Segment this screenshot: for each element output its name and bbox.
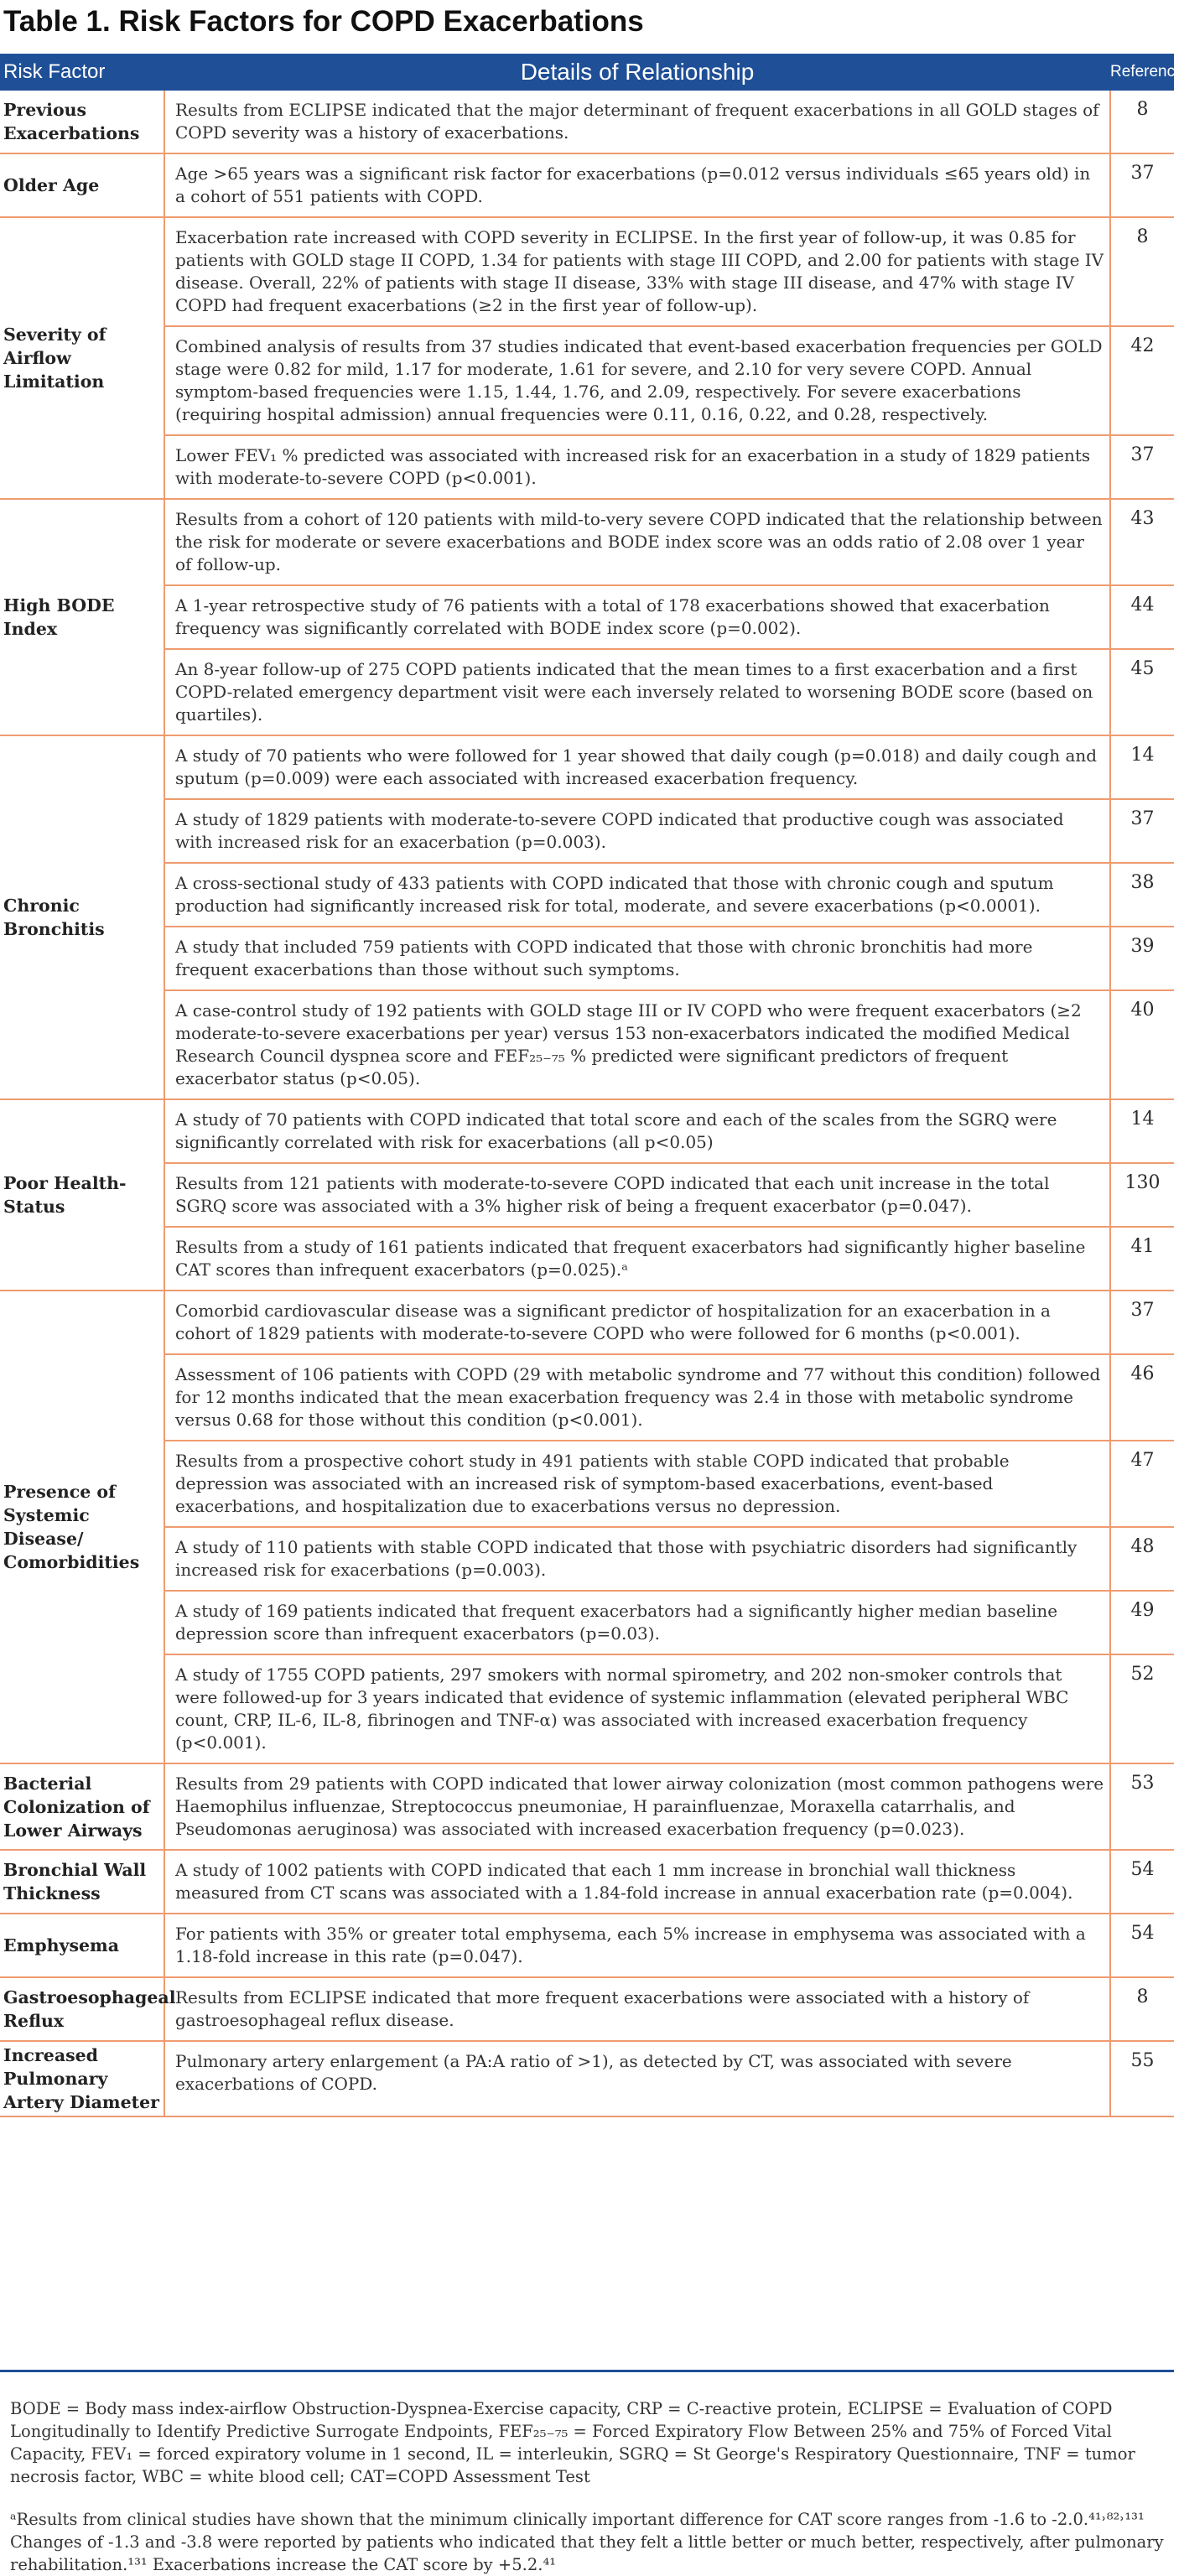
table-row (0, 1527, 1174, 1591)
reference-cell: 8 (1110, 1977, 1174, 2041)
risk-factor-cell: Emphysema (0, 1914, 164, 1977)
table-row (0, 435, 1174, 499)
reference-cell: 37 (1110, 799, 1174, 863)
abbreviations-note: BODE = Body mass index-airflow Obstruction-Dyspnea-Exercise capacity, CRP = C-reactive protein, ECLIPSE = Evaluation of COPD Longitudinally to Identify Predictive Surrogate Endpoints, FEF₂₅₋₇₅ = Forced Expiratory Flow Between 25% and 75% of Forced Vital Capacity, FEV₁ = forced expiratory volume in 1 second, IL = interleukin, SGRQ = St George's Respiratory Questionnaire, TNF = tumor necrosis factor, WBC = white blood cell; CAT=COPD Assessment Test (10, 2399, 1135, 2486)
reference-cell: 37 (1110, 153, 1174, 217)
reference-cell: 41 (1110, 1227, 1174, 1291)
detail-cell: A case-control study of 192 patients with GOLD stage III or IV COPD who were frequent exacerbators (≥2 moderate-to-severe exacerbations per year) versus 153 non-exacerbators indicated the modified Medical Research Council dyspnea score and FEF₂₅₋₇₅ % predicted were significant predictors of frequent exacerbator status (p<0.05). (164, 990, 1110, 1099)
reference-cell: 48 (1110, 1527, 1174, 1591)
table-row (0, 799, 1174, 863)
risk-factor-cell: Bacterial Colonization of Lower Airways (0, 1763, 164, 1850)
detail-cell: Exacerbation rate increased with COPD severity in ECLIPSE. In the first year of follow-up, it was 0.85 for patients with GOLD stage II COPD, 1.34 for patients with stage III COPD, and 2.00 for patients with stage IV disease. Overall, 22% of patients with stage II disease, 33% with stage III disease, and 47% with stage IV COPD had frequent exacerbations (≥2 in the first year of follow-up). (164, 217, 1110, 326)
reference-cell: 54 (1110, 1914, 1174, 1977)
table-row (0, 863, 1174, 927)
table-row (0, 2041, 1174, 2116)
risk-factor-cell: Increased Pulmonary Artery Diameter (0, 2041, 164, 2116)
reference-cell: 49 (1110, 1591, 1174, 1654)
risk-factor-cell: Severity of Airflow Limitation (0, 217, 164, 499)
reference-cell: 53 (1110, 1763, 1174, 1850)
detail-cell: A study of 1755 COPD patients, 297 smokers with normal spirometry, and 202 non-smoker controls that were followed-up for 3 years indicated that evidence of systemic inflammation (elevated peripheral WBC count, CRP, IL-6, IL-8, fibrinogen and TNF-α) was associated with increased exacerbation frequency (p<0.001). (164, 1654, 1110, 1763)
column-header-risk-factor: Risk Factor (0, 54, 164, 91)
column-header-details: Details of Relationship (164, 54, 1110, 91)
reference-cell: 47 (1110, 1441, 1174, 1527)
table-row (0, 1099, 1174, 1163)
detail-cell: For patients with 35% or greater total emphysema, each 5% increase in emphysema was associated with a 1.18-fold increase in this rate (p=0.047). (164, 1914, 1110, 1977)
table-row (0, 927, 1174, 990)
detail-cell: A study of 1829 patients with moderate-to-severe COPD indicated that productive cough was associated with increased risk for an exacerbation (p=0.003). (164, 799, 1110, 863)
table-row (0, 91, 1174, 153)
table-row (0, 990, 1174, 1099)
reference-cell: 45 (1110, 649, 1174, 735)
reference-cell: 8 (1110, 91, 1174, 153)
detail-cell: Results from 29 patients with COPD indicated that lower airway colonization (most common pathogens were Haemophilus influenzae, Streptococcus pneumoniae, H parainfluenzae, Moraxella catarrhalis, and Pseudomonas aeruginosa) was associated with increased exacerbation frequency (p=0.023). (164, 1763, 1110, 1850)
detail-cell: Results from a prospective cohort study in 491 patients with stable COPD indicated that probable depression was associated with an increased risk of symptom-based exacerbations, event-based exacerbations, and hospitalization due to exacerbations versus no depression. (164, 1441, 1110, 1527)
reference-cell: 55 (1110, 2041, 1174, 2116)
table-row (0, 1850, 1174, 1914)
detail-cell: Results from ECLIPSE indicated that the major determinant of frequent exacerbations in all GOLD stages of COPD severity was a history of exacerbations. (164, 91, 1110, 153)
reference-cell: 38 (1110, 863, 1174, 927)
table-row (0, 735, 1174, 799)
table-row (0, 153, 1174, 217)
detail-cell: Results from a study of 161 patients indicated that frequent exacerbators had significantly higher baseline CAT scores than infrequent exacerbators (p=0.025).ᵃ (164, 1227, 1110, 1291)
detail-cell: Results from ECLIPSE indicated that more frequent exacerbations were associated with a history of gastroesophageal reflux disease. (164, 1977, 1110, 2041)
risk-factor-cell: Gastroesophageal Reflux (0, 1977, 164, 2041)
footnote-a: ᵃResults from clinical studies have shown that the minimum clinically important difference for CAT score ranges from -1.6 to -2.0.⁴¹˒⁸²˒¹³¹ Changes of -1.3 and -3.8 were reported by patients who indicated that they felt a little better or much better, respectively, after pulmonary rehabilitation.¹³¹ Exacerbations increase the CAT score by +5.2.⁴¹ (10, 2510, 1164, 2574)
table-row (0, 1914, 1174, 1977)
detail-cell: A study that included 759 patients with COPD indicated that those with chronic bronchitis had more frequent exacerbations than those without such symptoms. (164, 927, 1110, 990)
reference-cell: 14 (1110, 735, 1174, 799)
reference-cell: 42 (1110, 326, 1174, 435)
table-row (0, 585, 1174, 649)
detail-cell: Lower FEV₁ % predicted was associated with increased risk for an exacerbation in a study of 1829 patients with moderate-to-severe COPD (p<0.001). (164, 435, 1110, 499)
reference-cell: 43 (1110, 499, 1174, 585)
risk-factor-table (0, 54, 1184, 2117)
table-header-row (0, 54, 1174, 91)
reference-cell: 46 (1110, 1354, 1174, 1441)
table-row (0, 1291, 1174, 1354)
reference-cell: 52 (1110, 1654, 1174, 1763)
detail-cell: Results from a cohort of 120 patients with mild-to-very severe COPD indicated that the relationship between the risk for moderate or severe exacerbations and BODE index score was an odds ratio of 2.08 over 1 year of follow-up. (164, 499, 1110, 585)
table-row (0, 1227, 1174, 1291)
table-row (0, 1763, 1174, 1850)
detail-cell: Pulmonary artery enlargement (a PA:A ratio of >1), as detected by CT, was associated with severe exacerbations of COPD. (164, 2041, 1110, 2116)
risk-factor-cell: Previous Exacerbations (0, 91, 164, 153)
risk-factor-cell: High BODE Index (0, 499, 164, 735)
table-row (0, 1163, 1174, 1227)
detail-cell: Age >65 years was a significant risk factor for exacerbations (p=0.012 versus individuals ≤65 years old) in a cohort of 551 patients with COPD. (164, 153, 1110, 217)
table-footer (0, 2370, 1174, 2576)
risk-factor-cell: Bronchial Wall Thickness (0, 1850, 164, 1914)
risk-factor-cell: Poor Health-Status (0, 1099, 164, 1291)
table-title: Table 1. Risk Factors for COPD Exacerbations (3, 5, 644, 38)
table-row (0, 1441, 1174, 1527)
table-row (0, 1354, 1174, 1441)
reference-cell: 37 (1110, 435, 1174, 499)
table-body (0, 91, 1174, 2116)
detail-cell: A study of 169 patients indicated that frequent exacerbators had a significantly higher median baseline depression score than infrequent exacerbators (p=0.03). (164, 1591, 1110, 1654)
reference-cell: 54 (1110, 1850, 1174, 1914)
table-row (0, 1654, 1174, 1763)
detail-cell: A study of 70 patients with COPD indicated that total score and each of the scales from the SGRQ were significantly correlated with risk for exacerbations (all p<0.05) (164, 1099, 1110, 1163)
detail-cell: Assessment of 106 patients with COPD (29 with metabolic syndrome and 77 without this condition) followed for 12 months indicated that the mean exacerbation frequency was 2.4 in those with metabolic syndrome versus 0.68 for those without this condition (p<0.001). (164, 1354, 1110, 1441)
column-header-reference: Reference (1110, 54, 1174, 91)
detail-cell: Comorbid cardiovascular disease was a significant predictor of hospitalization for an exacerbation in a cohort of 1829 patients with moderate-to-severe COPD who were followed for 6 months (p<0.001). (164, 1291, 1110, 1354)
reference-cell: 39 (1110, 927, 1174, 990)
reference-cell: 14 (1110, 1099, 1174, 1163)
reference-cell: 37 (1110, 1291, 1174, 1354)
table-row (0, 649, 1174, 735)
reference-cell: 40 (1110, 990, 1174, 1099)
detail-cell: A study of 70 patients who were followed for 1 year showed that daily cough (p=0.018) and daily cough and sputum (p=0.009) were each associated with increased exacerbation frequency. (164, 735, 1110, 799)
risk-factor-cell: Chronic Bronchitis (0, 735, 164, 1099)
table-row (0, 1977, 1174, 2041)
table-row (0, 217, 1174, 326)
table-row (0, 1591, 1174, 1654)
table-row (0, 499, 1174, 585)
detail-cell: Combined analysis of results from 37 studies indicated that event-based exacerbation frequencies per GOLD stage were 0.82 for mild, 1.17 for moderate, 1.61 for severe, and 2.10 for very severe COPD. Annual symptom-based frequencies were 1.15, 1.44, 1.76, and 2.09, respectively. For severe exacerbations (requiring hospital admission) annual frequencies were 0.11, 0.16, 0.22, and 0.28, respectively. (164, 326, 1110, 435)
detail-cell: Results from 121 patients with moderate-to-severe COPD indicated that each unit increase in the total SGRQ score was associated with a 3% higher risk of being a frequent exacerbator (p=0.047). (164, 1163, 1110, 1227)
reference-cell: 8 (1110, 217, 1174, 326)
reference-cell: 44 (1110, 585, 1174, 649)
detail-cell: A study of 1002 patients with COPD indicated that each 1 mm increase in bronchial wall thickness measured from CT scans was associated with a 1.84-fold increase in annual exacerbation rate (p=0.004). (164, 1850, 1110, 1914)
detail-cell: A study of 110 patients with stable COPD indicated that those with psychiatric disorders had significantly increased risk for exacerbations (p=0.003). (164, 1527, 1110, 1591)
detail-cell: An 8-year follow-up of 275 COPD patients indicated that the mean times to a first exacerbation and a first COPD-related emergency department visit were each inversely related to worsening BODE score (based on quartiles). (164, 649, 1110, 735)
table-row (0, 326, 1174, 435)
detail-cell: A cross-sectional study of 433 patients with COPD indicated that those with chronic cough and sputum production had significantly increased risk for total, moderate, and severe exacerbations (p<0.0001). (164, 863, 1110, 927)
detail-cell: A 1-year retrospective study of 76 patients with a total of 178 exacerbations showed that exacerbation frequency was significantly correlated with BODE index score (p=0.002). (164, 585, 1110, 649)
risk-factor-cell: Presence of Systemic Disease/ Comorbidities (0, 1291, 164, 1763)
reference-cell: 130 (1110, 1163, 1174, 1227)
risk-factor-cell: Older Age (0, 153, 164, 217)
